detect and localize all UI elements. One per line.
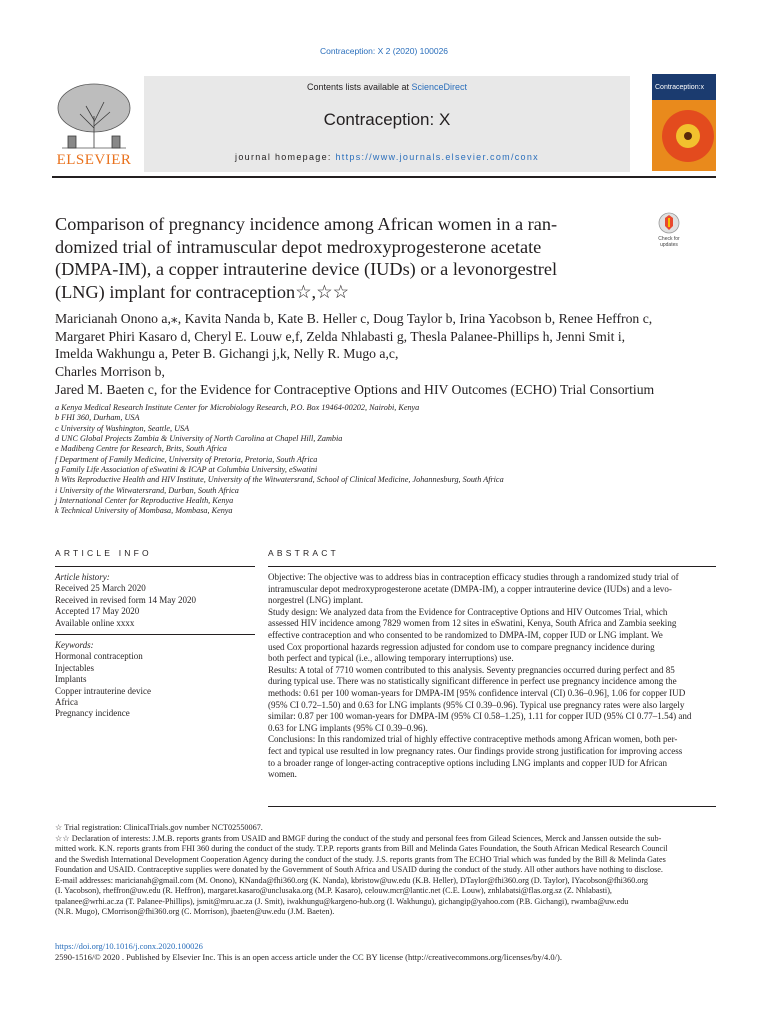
keywords-rule — [55, 634, 255, 635]
abstract-rule — [268, 566, 716, 567]
contents-prefix: Contents lists available at — [306, 82, 412, 92]
history-item: Received 25 March 2020 — [55, 583, 146, 594]
affiliation: e Madibeng Centre for Research, Brits, South Africa — [55, 444, 227, 454]
keyword-list — [55, 640, 255, 720]
abstract-line: 0.63 for LNG implants (95% CI 0.39–0.96). — [268, 722, 428, 733]
abstract-line: effective contraception and who consented to be randomized to DMPA-IM, copper IUD or LNG implant. We — [268, 629, 663, 640]
journal-header-band — [144, 76, 630, 172]
journal-reference[interactable]: Contraception: X 2 (2020) 100026 — [319, 46, 449, 56]
abstract-line: to a broader range of longer-acting contraceptive options including LNG implants and copper IUD for African — [268, 757, 668, 768]
keyword: Pregnancy incidence — [55, 708, 130, 719]
keyword: Copper intrauterine device — [55, 685, 151, 696]
abstract-line: both perfect and typical (i.e., allowing temporary interruptions) use. — [268, 653, 514, 664]
cover-title: Contraception:x — [655, 84, 705, 91]
homepage-prefix: journal homepage: — [235, 152, 336, 162]
journal-name: Contraception: X — [323, 110, 451, 129]
footnote-line: Foundation and USAID. Contraceptive supplies were donated by the Government of South Africa and USAID during the conduct of the study. All other authors have nothing to disclose. — [55, 865, 663, 874]
footnote-line: ☆ Trial registration: ClinicalTrials.gov number NCT02550067. — [55, 823, 263, 832]
footnote-line: (I. Yacobson), rheffron@uw.edu (R. Heffron), margaret.kasaro@unclusaka.org (M.P. Kasaro), celouw.mcr@lantic.net (C.E. Louw), znhlabatsi@flas.org.sz (Z. Nhlabasti), — [55, 886, 612, 895]
affiliation: f Department of Family Medicine, University of Pretoria, Pretoria, South Africa — [55, 454, 318, 464]
author-list — [55, 310, 705, 399]
footnote-line: ☆☆ Declaration of interests: J.M.B. reports grants from USAID and BMGF during the conduct of the study and personal fees from Gilead Sciences, Merck and Janssen outside the sub- — [55, 833, 662, 843]
header-rule — [52, 176, 716, 178]
history-label: Article history: — [55, 572, 110, 582]
abstract-line: used Cox proportional hazards regression adjusted for condom use to compare pregnancy incidence during — [268, 641, 655, 652]
homepage-line — [144, 152, 630, 162]
abstract-line: fect and typical use resulted in low pregnancy rates. Our findings provide strong justification for improving access — [268, 745, 683, 756]
article-info-rule — [55, 566, 255, 567]
homepage-link[interactable]: https://www.journals.elsevier.com/conx — [335, 152, 539, 162]
author-line: Jared M. Baeten c, for the Evidence for Contraceptive Options and HIV Outcomes (ECHO) Trial Consortium — [55, 381, 655, 397]
title-line: (LNG) implant for contraception☆,☆☆ — [55, 281, 349, 302]
title-line: Comparison of pregnancy incidence among African women in a ran- — [55, 214, 558, 234]
license-line: 2590-1516/© 2020 . Published by Elsevier Inc. This is an open access article under the CC BY license (http://creativecommons.org/licenses/by/4.0/). — [55, 952, 562, 962]
sciencedirect-link[interactable]: ScienceDirect — [411, 82, 468, 92]
article-history — [55, 572, 255, 629]
abstract-line: Objective: The objective was to address bias in contraception efficacy studies through a randomized study trial of — [268, 572, 679, 582]
affiliation: c University of Washington, Seattle, USA — [55, 423, 190, 433]
abstract-line: intramuscular depot medroxyprogesterone acetate (DMPA-IM), a copper intrauterine device (IUDs) and a levo- — [268, 583, 672, 594]
doi-link[interactable]: https://doi.org/10.1016/j.conx.2020.100026 — [55, 941, 203, 951]
author-line: Charles Morrison b, — [55, 364, 165, 380]
keyword: Africa — [55, 697, 78, 708]
affiliation: h Wits Reproductive Health and HIV Institute, University of the Witwatersrand, School of Clinical Medicine, Johannesburg, South Africa — [55, 475, 504, 485]
footnote-line: mitted work. K.N. reports grants from FHI 360 during the conduct of the study. T.P.P. reports grants from Bill and Melinda Gates Foundation, the South African Medical Research Council — [55, 844, 668, 853]
keywords-label: Keywords: — [55, 640, 94, 650]
abstract-bottom-rule — [268, 806, 716, 807]
history-item: Received in revised form 14 May 2020 — [55, 594, 196, 605]
abstract-line: methods: 0.61 per 100 woman-years for DMPA-IM [95% confidence interval (CI) 0.36–0.96], 1.06 for copper IUD — [268, 687, 686, 698]
abstract-line: during typical use. There was no statistically significant difference in perfect use pregnancy incidence among the — [268, 676, 677, 687]
affiliation: i University of the Witwatersrand, Durban, South Africa — [55, 485, 239, 495]
contents-line — [144, 82, 630, 92]
abstract-heading: ABSTRACT — [268, 548, 339, 558]
abstract-line: assessed HIV incidence among 7829 women from 12 sites in eSwatini, Kenya, South Africa and Zambia seeking — [268, 618, 677, 629]
article-title — [55, 213, 645, 303]
abstract-line: women. — [268, 769, 297, 780]
elsevier-wordmark: ELSEVIER — [56, 152, 132, 168]
affiliation-list — [55, 403, 705, 517]
author-line: Imelda Wakhungu a, Peter B. Gichangi j,k, Nelly R. Mugo a,c, — [55, 346, 399, 362]
footnote-line: tpalanee@wrhi.ac.za (T. Palanee-Phillips), jsmit@mru.ac.za (J. Smit), iwakhungu@kargeno-hub.org (I. Wakhungu), gichangip@yahoo.com (P.B. Gichangi), rwamba@uw.edu — [55, 896, 629, 906]
keyword: Injectables — [55, 662, 94, 673]
history-item: Accepted 17 May 2020 — [55, 606, 140, 617]
affiliation: j International Center for Reproductive Health, Kenya — [55, 496, 234, 506]
affiliation: a Kenya Medical Research Institute Center for Microbiology Research, P.O. Box 19464-00202, Nairobi, Kenya — [55, 403, 420, 412]
abstract-line: Results: A total of 7710 women contributed to this analysis. Seventy pregnancies occurred during perfect and 85 — [268, 664, 675, 675]
keyword: Implants — [55, 674, 87, 685]
history-item: Available online xxxx — [55, 617, 135, 628]
author-line: Maricianah Onono a,⁎, Kavita Nanda b, Kate B. Heller c, Doug Taylor b, Irina Yacobson b, Renee Heffron c, — [55, 311, 653, 326]
footnote-line: and the Swedish International Development Cooperation Agency during the conduct of the study. J.S. reports grants from The ECHO Trial which was funded by the Bill & Melinda Gates — [55, 854, 666, 864]
check-updates-icon — [658, 212, 680, 234]
check-updates-label: Check for updates — [658, 236, 680, 248]
abstract-line: norgestrel (LNG) implant. — [268, 595, 364, 606]
article-info-heading: ARTICLE INFO — [55, 548, 152, 558]
affiliation: g Family Life Association of eSwatini & ICAP at Columbia University, eSwatini — [55, 465, 318, 475]
author-line: Margaret Phiri Kasaro d, Cheryl E. Louw e,f, Zelda Nhlabasti g, Thesla Palanee-Phillips h, Jenni Smit i, — [55, 328, 626, 344]
affiliation: b FHI 360, Durham, USA — [55, 413, 140, 423]
keyword: Hormonal contraception — [55, 651, 143, 662]
footnote-line: E-mail addresses: maricianah@gmail.com (M. Onono), KNanda@fhi360.org (K. Nanda), kbristow@uw.edu (K.B. Heller), DTaylor@fhi360.org (D. Taylor), IYacobson@fhi360.org — [55, 875, 649, 885]
footnote-line: (N.R. Mugo), CMorrison@fhi360.org (C. Morrison), jbaeten@uw.edu (J.M. Baeten). — [55, 907, 335, 916]
footnotes — [55, 823, 720, 918]
affiliation: d UNC Global Projects Zambia & University of North Carolina at Chapel Hill, Zambia — [55, 434, 343, 444]
abstract-line: similar: 0.87 per 100 woman-years for DMPA-IM (95% CI 0.58–1.25), 1.11 for copper IUD (95% CI 0.77–1.54) and — [268, 711, 692, 722]
affiliation: k Technical University of Mombasa, Mombasa, Kenya — [55, 506, 233, 516]
journal-cover-image — [652, 74, 716, 171]
abstract-line: Study design: We analyzed data from the Evidence for Contraceptive Options and HIV Outcomes Trial, which — [268, 606, 668, 617]
check-for-updates-badge[interactable] — [652, 212, 686, 252]
abstract-line: (95% CI 0.72–1.50) and 0.63 for LNG implants (95% CI 0.39–0.96). Typical use pregnancy rates were also largely — [268, 699, 685, 710]
abstract-line: Conclusions: In this randomized trial of highly effective contraceptive methods among African women, both per- — [268, 734, 678, 745]
title-line: (DMPA-IM), a copper intrauterine device (IUDs) or a levonorgestrel — [55, 259, 558, 279]
abstract-body — [268, 572, 716, 781]
title-line: domized trial of intramuscular depot medroxyprogesterone acetate — [55, 236, 542, 257]
